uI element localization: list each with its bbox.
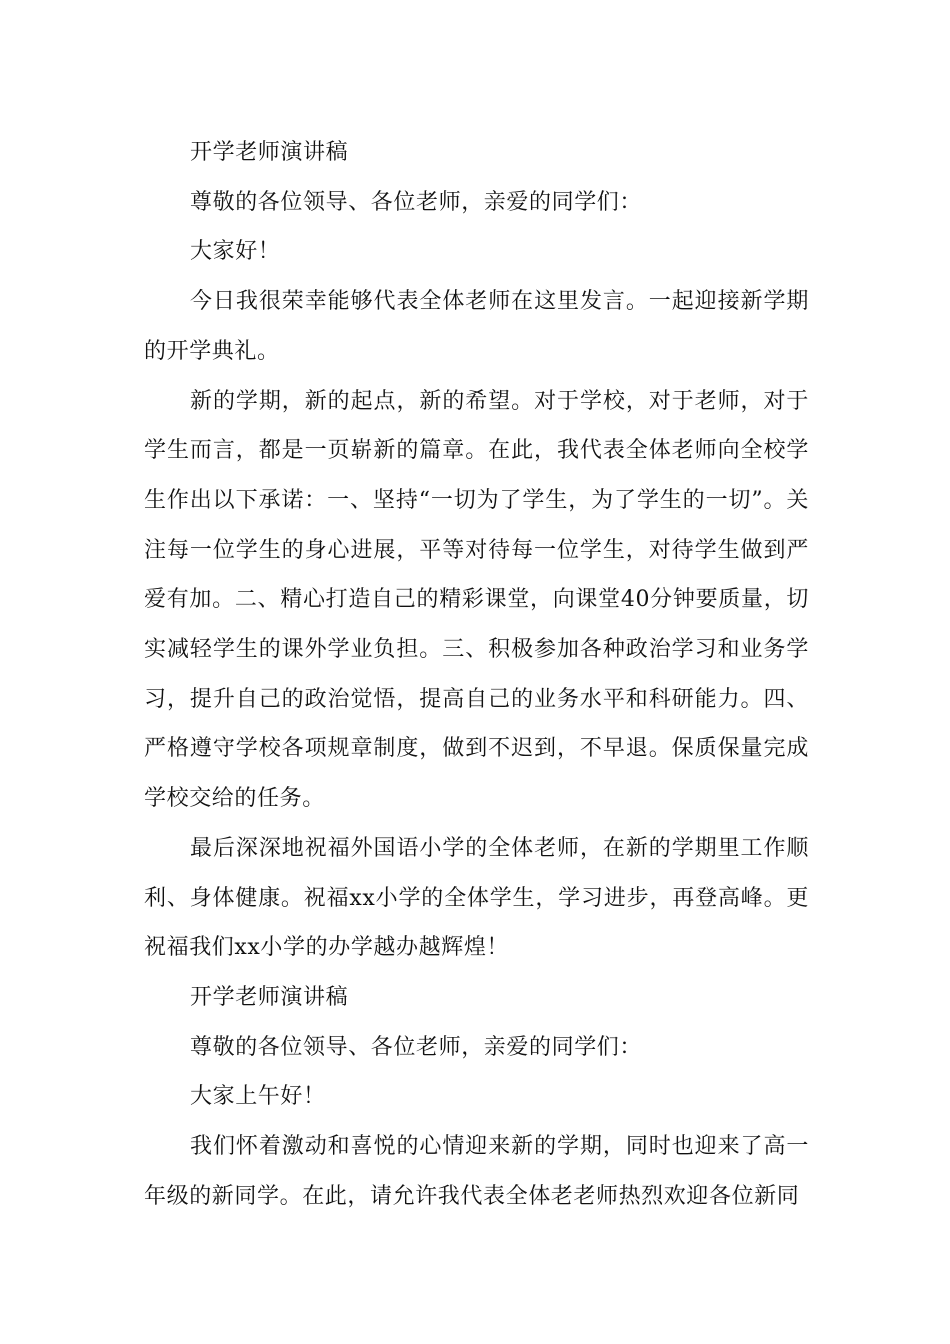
body-paragraph: 新的学期，新的起点，新的希望。对于学校，对于老师，对于学生而言，都是一页崭新的篇章。在此，我代表全体老师向全校学生作出以下承诺：一、坚持“一切为了学生，为了学生的一切”。关注每一位学生的身心进展，平等对待每一位学生，对待学生做到严爱有加。二、精心打造自己的精彩课堂，向课堂40分钟要质量，切实减轻学生的课外学业负担。三、积极参加各种政治学习和业务学习，提升自己的政治觉悟，提高自己的业务水平和科研能力。四、严格遵守学校各项规章制度，做到不迟到，不早退。保质保量完成学校交给的任务。 [144,388,809,812]
greeting: 大家好！ [190,239,281,265]
salutation: 尊敬的各位领导、各位老师，亲爱的同学们： [190,189,643,215]
speech-title: 开学老师演讲稿 [190,984,349,1010]
document-body [144,128,809,1221]
salutation: 尊敬的各位领导、各位老师，亲爱的同学们： [190,1034,643,1060]
greeting: 大家上午好！ [190,1084,326,1110]
body-paragraph: 我们怀着激动和喜悦的心情迎来新的学期，同时也迎来了高一年级的新同学。在此，请允许我代表全体老老师热烈欢迎各位新同 [144,1134,809,1209]
body-paragraph: 今日我很荣幸能够代表全体老师在这里发言。一起迎接新学期的开学典礼。 [144,289,809,364]
speech-title: 开学老师演讲稿 [190,140,349,165]
body-paragraph: 最后深深地祝福外国语小学的全体老师，在新的学期里工作顺利、身体健康。祝福xx小学的全体学生，学习进步，再登高峰。更祝福我们xx小学的办学越办越辉煌！ [144,835,809,961]
